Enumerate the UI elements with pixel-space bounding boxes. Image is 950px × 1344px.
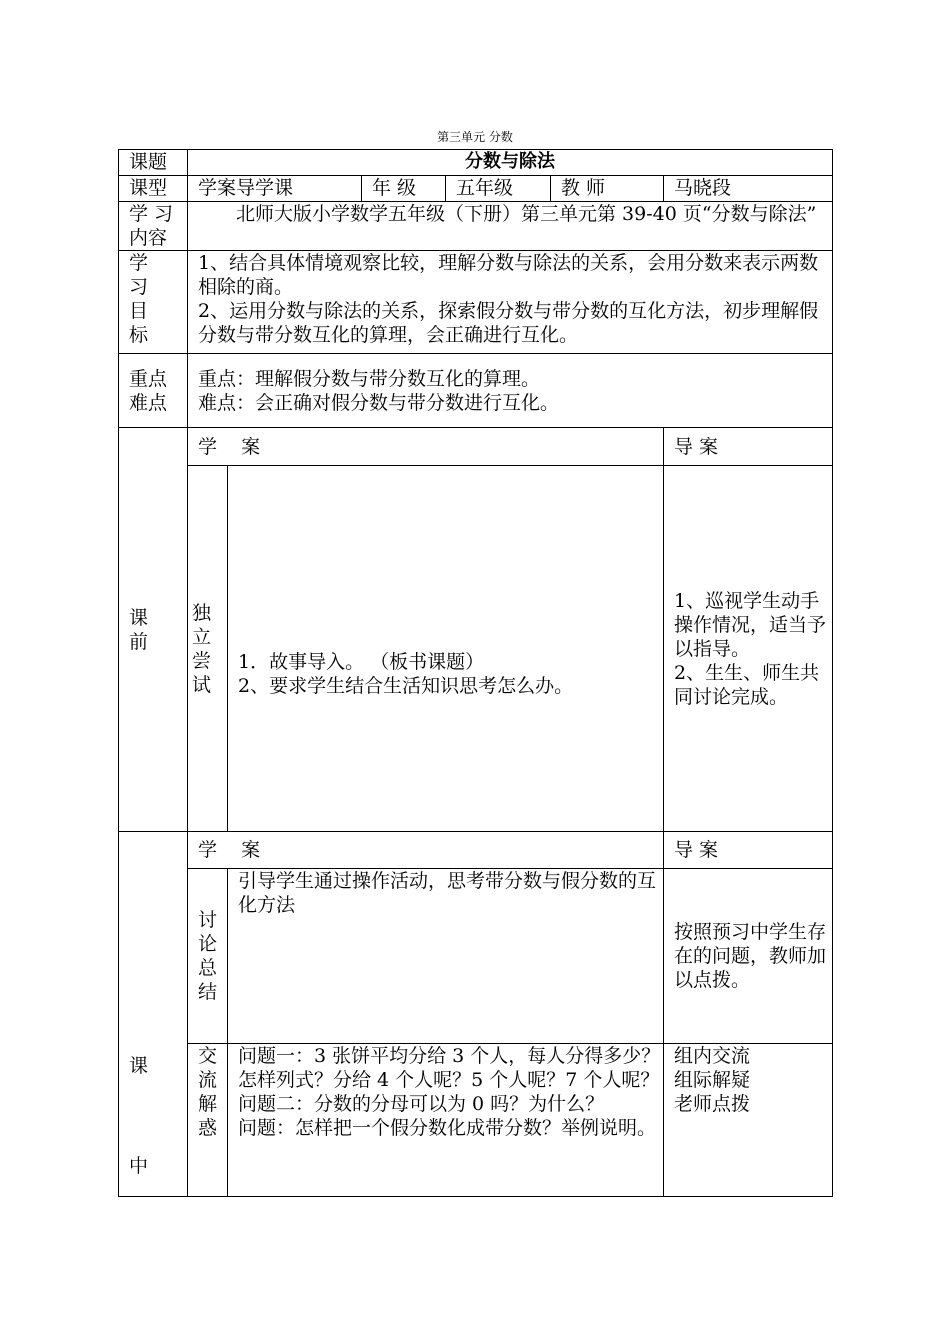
label-during-2: 中 — [129, 1155, 149, 1177]
label-key-points: 重点 难点 — [119, 354, 188, 428]
label-content: 学 习 内容 — [119, 202, 188, 251]
grade-label: 年 级 — [362, 176, 446, 202]
label-goals: 学 习 目 标 — [119, 251, 188, 354]
key-point: 重点：理解假分数与带分数互化的算理。 — [198, 367, 541, 390]
exchange-xue-an — [228, 1044, 664, 1197]
before-class-xue-an — [228, 466, 664, 832]
goal-item: 1、结合具体情境观察比较，理解分数与除法的关系，会用分数来表示两数相除的商。 — [198, 252, 819, 298]
before-step: 1．故事导入。 （板书课题） — [238, 650, 485, 673]
before-step: 2、要求学生结合生活知识思考怎么办。 — [238, 674, 574, 697]
label-before-class: 课 前 — [119, 428, 188, 832]
discuss-dao-an: 按照预习中学生存在的问题，教师加以点拨。 — [664, 869, 833, 1044]
lesson-title: 分数与除法 — [188, 150, 833, 176]
teacher-value: 马晓段 — [664, 176, 833, 202]
label-topic: 课题 — [119, 150, 188, 176]
before-dao-an-header: 导 案 — [664, 428, 833, 466]
question-item: 问题二：分数的分母可以为 0 吗？为什么？ — [238, 1093, 605, 1115]
during-xue-an-header: 学 案 — [188, 832, 664, 869]
page-header: 第三单元 分数 — [437, 130, 513, 144]
grade-value: 五年级 — [446, 176, 551, 202]
teacher-label: 教 师 — [551, 176, 664, 202]
discuss-xue-an: 引导学生通过操作活动，思考带分数与假分数的互化方法 — [228, 869, 664, 1044]
difficult-point: 难点：会正确对假分数与带分数进行互化。 — [198, 391, 560, 414]
question-item: 问题一：3 张饼平均分给 3 个人，每人分得多少？怎样列式？分给 4 个人呢？5 个人呢？7 个人呢？ — [238, 1045, 661, 1091]
lesson-content: 北师大版小学数学五年级（下册）第三单元第 39-40 页“分数与除法” — [188, 202, 833, 251]
goal-item: 2、运用分数与除法的关系，探索假分数与带分数的互化方法，初步理解假分数与带分数互化的算理，会正确进行互化。 — [198, 300, 819, 346]
exchange-dao-an: 组内交流 组际解疑 老师点拨 — [664, 1044, 833, 1197]
during-dao-an-header: 导 案 — [664, 832, 833, 869]
question-item: 问题：怎样把一个假分数化成带分数？举例说明。 — [238, 1117, 657, 1139]
lesson-goals — [188, 251, 833, 354]
before-xue-an-header: 学 案 — [188, 428, 664, 466]
label-during-class — [119, 832, 188, 1197]
label-type: 课型 — [119, 176, 188, 202]
lesson-plan-table — [118, 149, 833, 1197]
label-discuss-summary: 讨 论 总 结 — [188, 869, 228, 1044]
key-points — [188, 354, 833, 428]
label-exchange: 交 流 解 惑 — [188, 1044, 228, 1197]
before-class-dao-an: 1、巡视学生动手操作情况，适当予以指导。 2、生生、师生共同讨论完成。 — [664, 466, 833, 832]
lesson-type-value: 学案导学课 — [188, 176, 362, 202]
label-during-1: 课 — [129, 1055, 149, 1077]
label-independent-try: 独 立 尝 试 — [188, 466, 228, 832]
